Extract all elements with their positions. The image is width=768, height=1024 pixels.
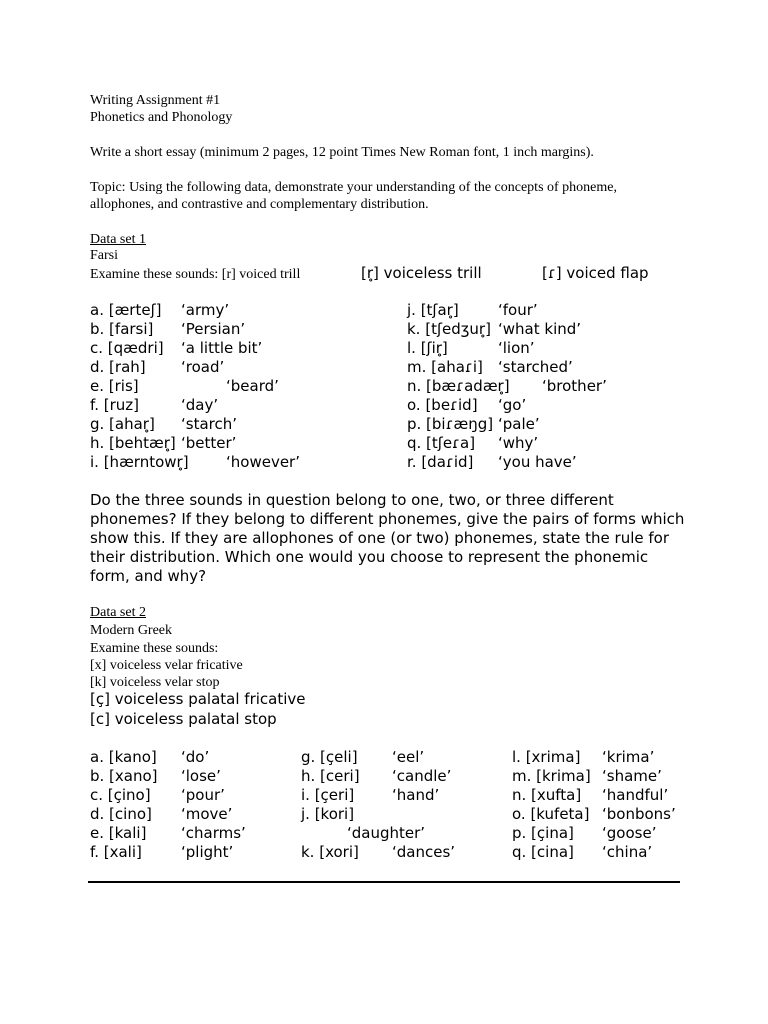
sound-k-label: [k] voiceless velar stop (90, 675, 220, 690)
data-set-1-heading: Data set 1 (90, 232, 146, 247)
sound-c-cedilla-label: [ç] voiceless palatal fricative (90, 690, 306, 708)
topic-line-2: allophones, and contrastive and complementary distribution. (90, 197, 429, 212)
data-set-2-language: Modern Greek (90, 623, 173, 638)
assignment-title: Writing Assignment #1 (90, 93, 221, 108)
sound-c-label: [c] voiceless palatal stop (90, 710, 277, 728)
voiced-flap-label: [ɾ] voiced flap (542, 264, 649, 282)
data-set-2-heading: Data set 2 (90, 605, 146, 620)
voiceless-trill-label: [r̥] voiceless trill (361, 264, 482, 282)
data-set-2-examine: Examine these sounds: (90, 641, 219, 656)
data-set-1-question: Do the three sounds in question belong to one, two, or three different phonemes? If they belong to different phonemes, give the pairs of forms which show this. If they are allophones of one (or two) phonemes, state the rule for their distribution. Which one would you choose to represent the phonemic form, and why? (90, 491, 685, 585)
sound-x-label: [x] voiceless velar fricative (90, 658, 243, 673)
instructions-text: Write a short essay (minimum 2 pages, 12 point Times New Roman font, 1 inch margins). (90, 145, 594, 160)
assignment-subtitle: Phonetics and Phonology (90, 110, 233, 125)
horizontal-rule (88, 881, 680, 883)
data-set-1-language: Farsi (90, 248, 118, 263)
topic-line-1: Topic: Using the following data, demonstrate your understanding of the concepts of phoneme, (90, 180, 618, 195)
data-set-1-examine: Examine these sounds: [r] voiced trill (90, 267, 301, 282)
